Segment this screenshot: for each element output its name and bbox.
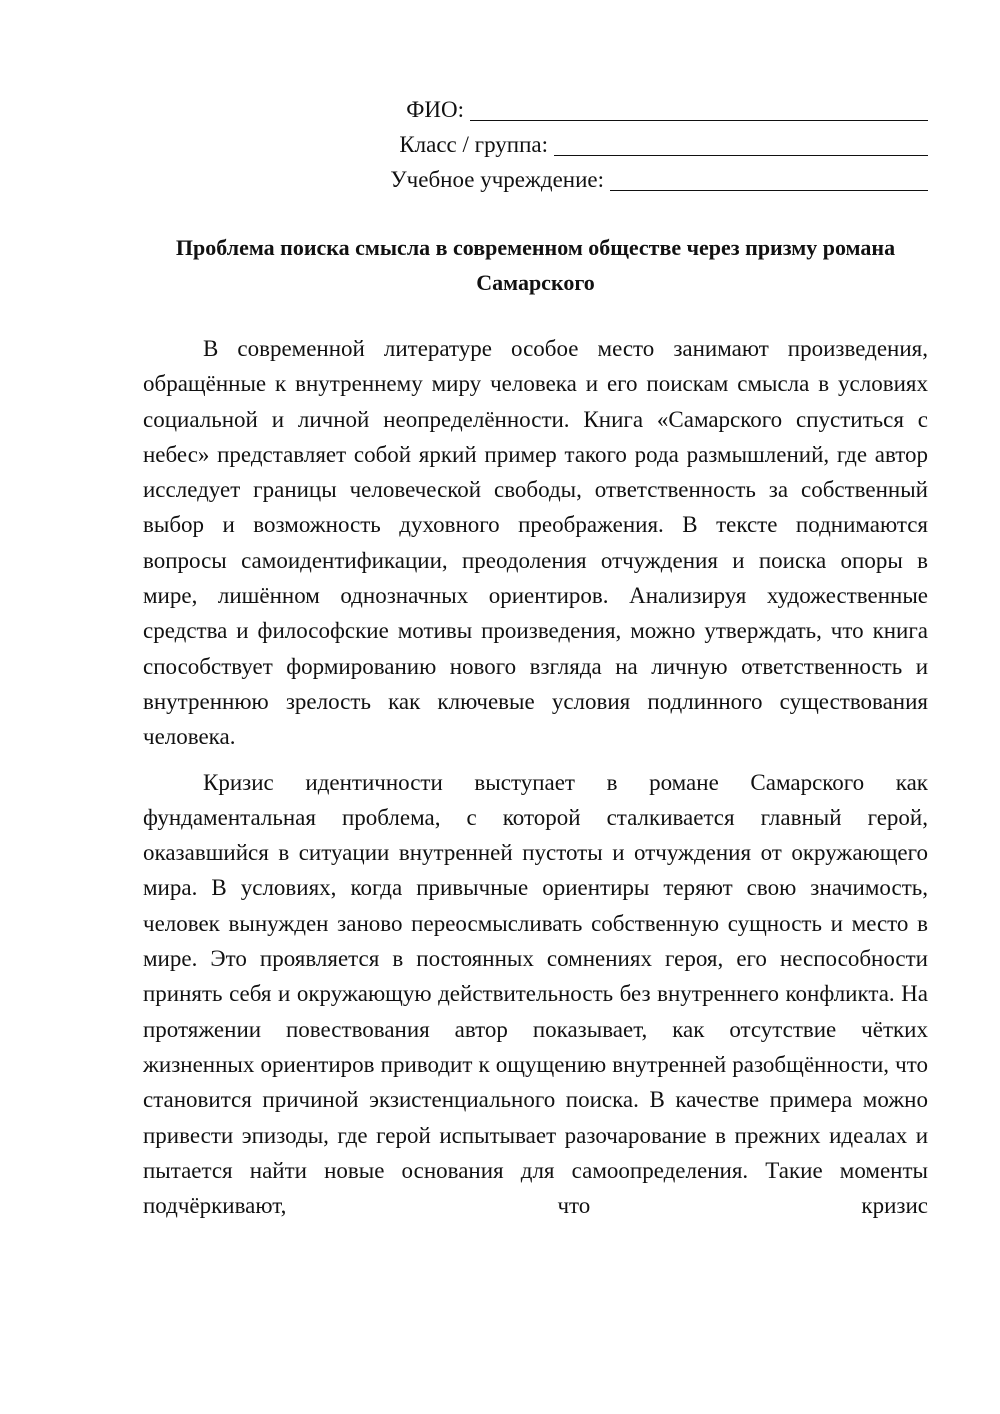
paragraph-2: Кризис идентичности выступает в романе Самарского как фундаментальная проблема, с которой сталкивается главный герой, оказавшийся в ситуации внутренней пустоты и отчуждения от окружающего мира. В условиях, когда привычные ориентиры теряют свою значимость, человек вынужден заново переосмысливать собственную сущность и место в мире. Это проявляется в постоянных сомнениях героя, его неспособности принять себя и окружающую действительность без внутреннего конфликта. На протяжении повествования автор показывает, как отсутствие чётких жизненных ориентиров приводит к ощущению внутренней разобщённости, что становится причиной экзистенциального поиска. В качестве примера можно привести эпизоды, где герой испытывает разочарование в прежних идеалах и пытается найти новые основания для самоопределения. Такие моменты подчёркивают, что кризис (143, 769, 928, 1219)
institution-label: Учебное учреждение: (390, 167, 604, 192)
fio-label: ФИО: (406, 97, 464, 122)
class-label: Класс / группа: (399, 132, 548, 157)
class-row (328, 127, 928, 162)
class-fill-line[interactable] (554, 129, 928, 156)
fio-fill-line[interactable] (470, 94, 928, 121)
essay-body (143, 331, 928, 1233)
student-info-block (328, 92, 928, 197)
institution-row (328, 162, 928, 197)
institution-fill-line[interactable] (610, 164, 928, 191)
essay-title: Проблема поиска смысла в современном обществе через призму романа Самарского (175, 235, 896, 295)
paragraph-1: В современной литературе особое место занимают произведения, обращённые к внутреннему миру человека и его поискам смысла в условиях социальной и личной неопределённости. Книга «Самарского спуститься с небес» представляет собой яркий пример такого рода размышлений, где автор исследует границы человеческой свободы, ответственность за собственный выбор и возможность духовного преображения. В тексте поднимаются вопросы самоидентификации, преодоления отчуждения и поиска опоры в мире, лишённом однозначных ориентиров. Анализируя художественные средства и философские мотивы произведения, можно утверждать, что книга способствует формированию нового взгляда на личную ответственность и внутреннюю зрелость как ключевые условия подлинного существования человека. (143, 336, 928, 750)
fio-row (328, 92, 928, 127)
